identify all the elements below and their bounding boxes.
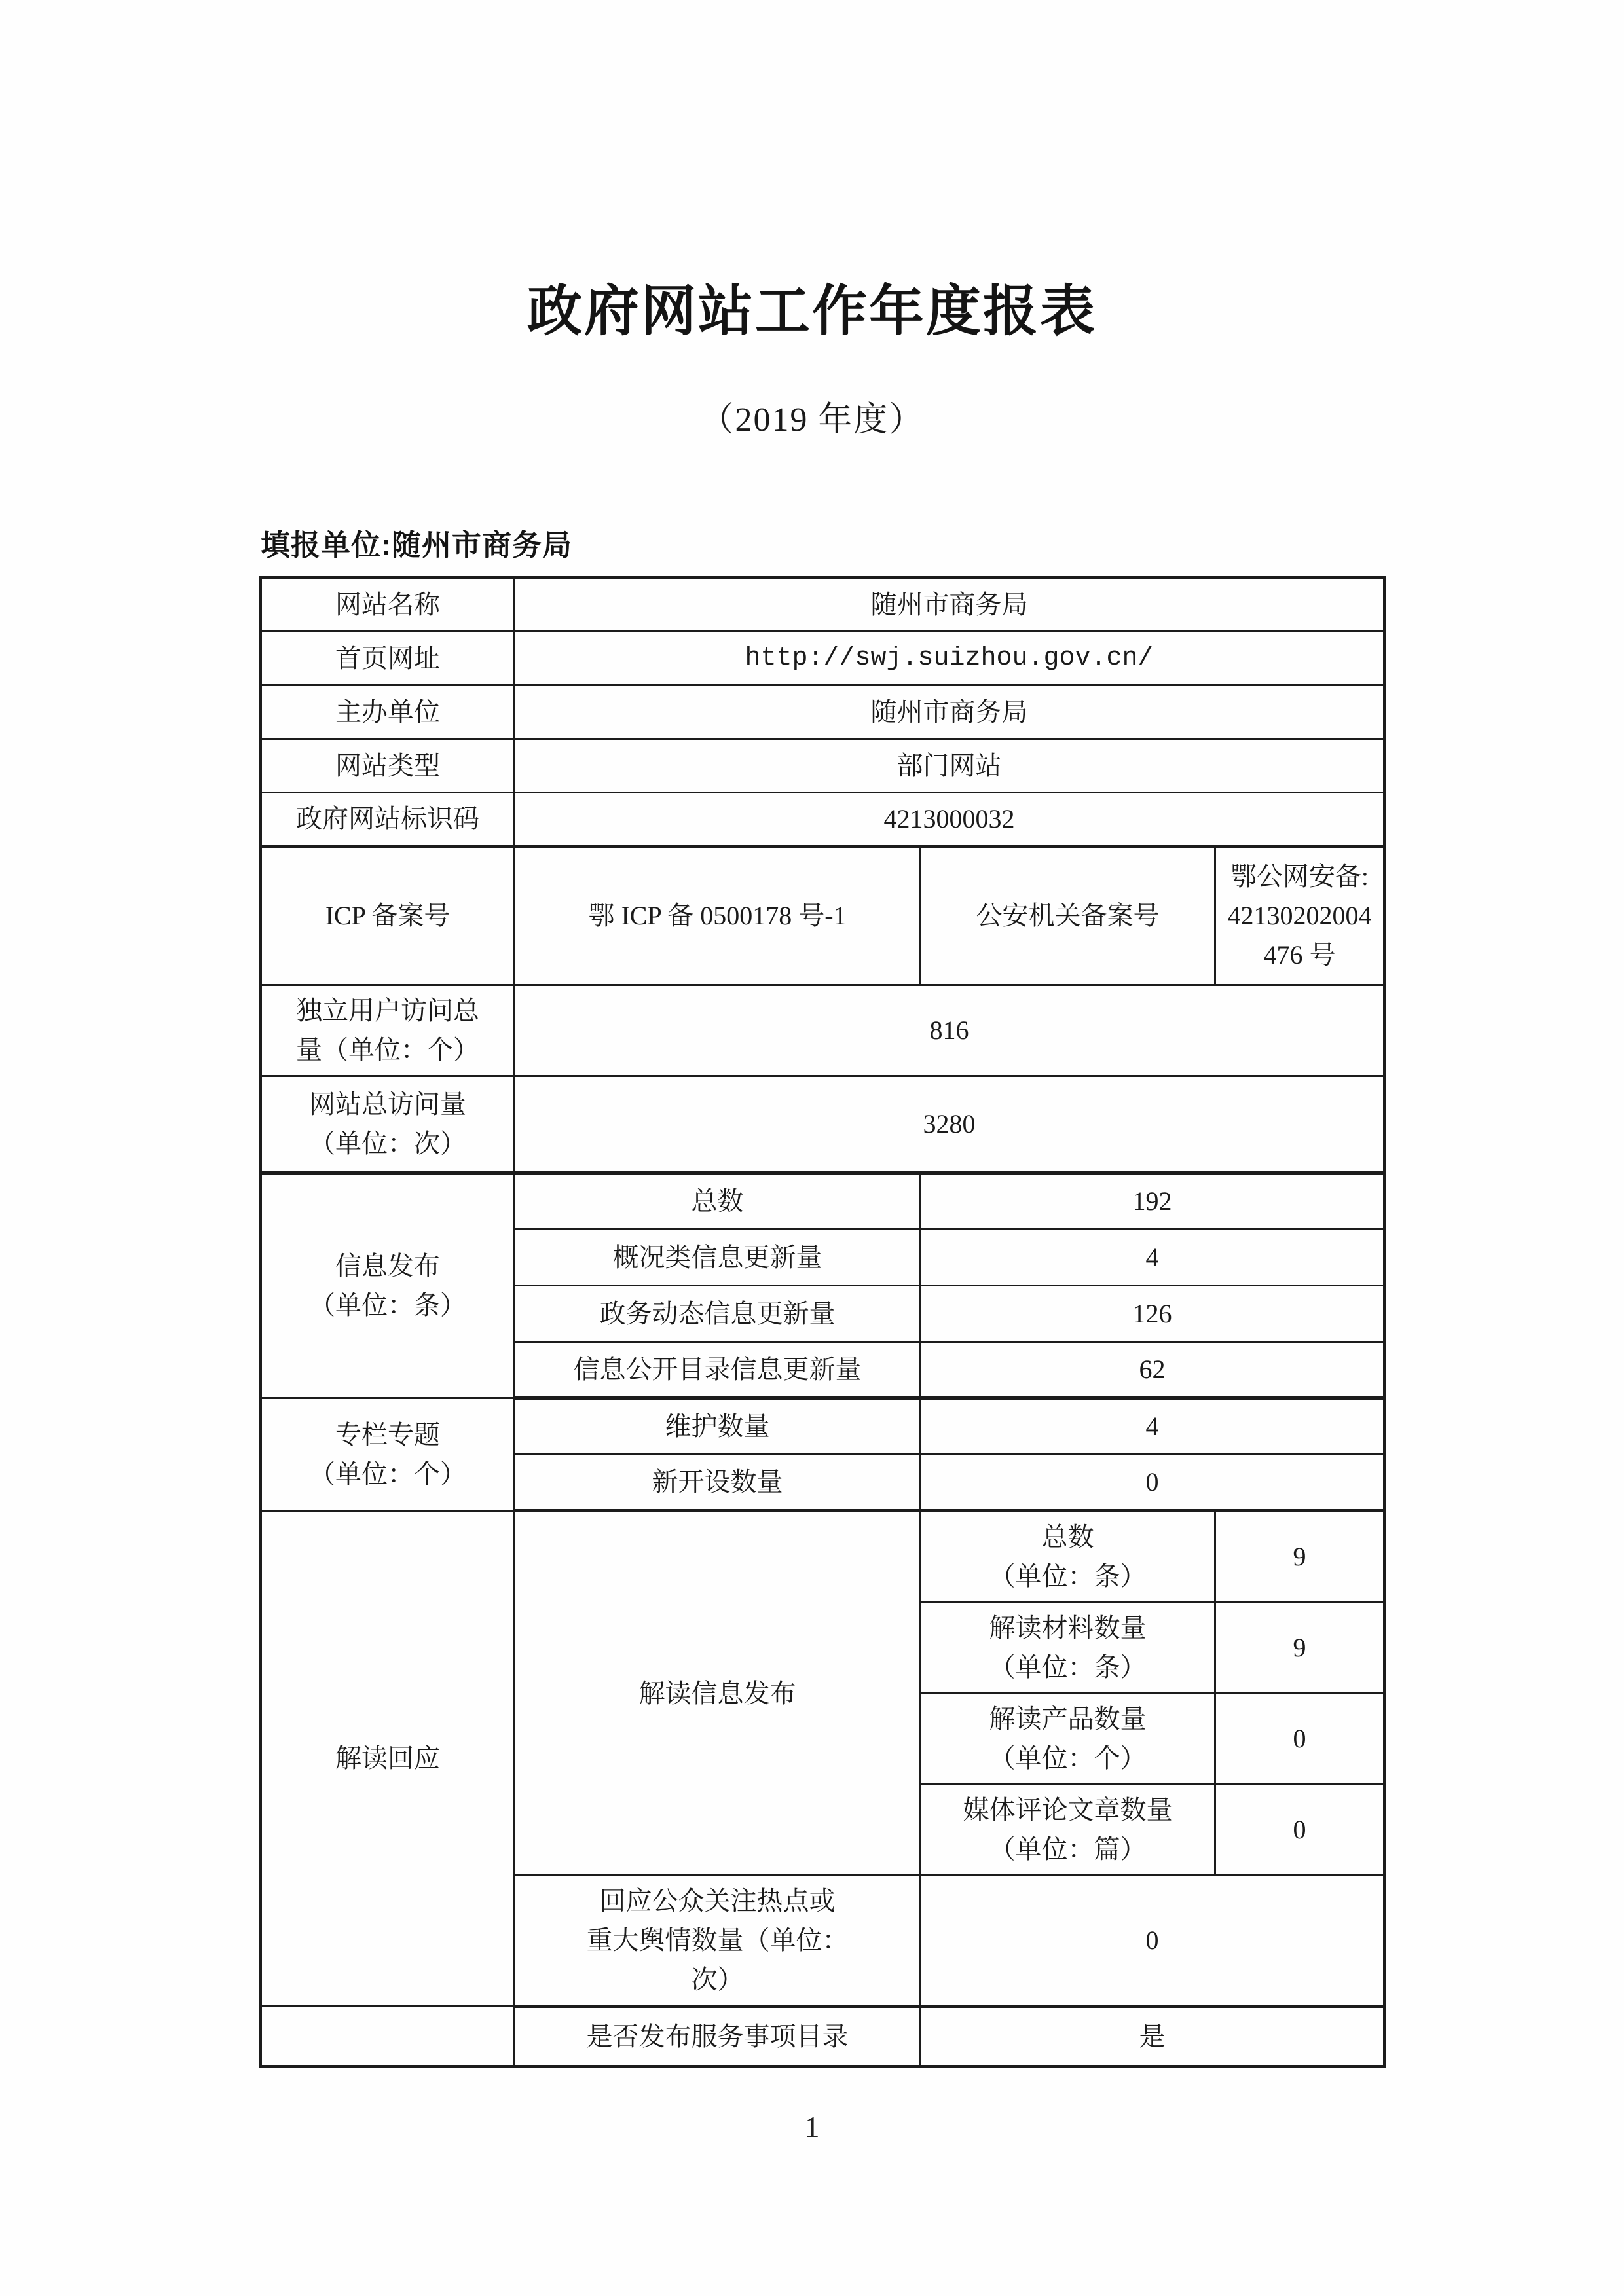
cell-gov-news-update-label: 政务动态信息更新量 xyxy=(515,1286,921,1342)
cell-site-name-value: 随州市商务局 xyxy=(515,578,1385,632)
row-organizer xyxy=(261,685,1385,739)
cell-interp-material-value: 9 xyxy=(1215,1603,1385,1694)
cell-media-comment-label xyxy=(921,1785,1215,1876)
cell-open-catalog-update-value: 62 xyxy=(921,1342,1385,1398)
cell-line: 媒体评论文章数量 xyxy=(963,1795,1173,1825)
cell-interpretation-publish-group: 解读信息发布 xyxy=(515,1511,921,1876)
cell-line: 网站总访问量 xyxy=(309,1089,466,1119)
cell-line: 解读材料数量 xyxy=(989,1613,1147,1643)
page-subtitle: （2019 年度） xyxy=(699,401,925,439)
cell-line: （单位：篇） xyxy=(989,1834,1147,1864)
cell-organizer-label: 主办单位 xyxy=(261,685,515,739)
cell-line: 专栏专题 xyxy=(335,1419,440,1449)
row-unique-visitors xyxy=(261,985,1385,1076)
cell-open-catalog-update-label: 信息公开目录信息更新量 xyxy=(515,1342,921,1398)
cell-interp-total-value: 9 xyxy=(1215,1511,1385,1603)
cell-site-type-label: 网站类型 xyxy=(261,739,515,793)
cell-site-code-label: 政府网站标识码 xyxy=(261,793,515,847)
row-service-catalog xyxy=(261,2007,1385,2067)
cell-gov-news-update-value: 126 xyxy=(921,1286,1385,1342)
cell-organizer-value: 随州市商务局 xyxy=(515,685,1385,739)
cell-line: （单位：个） xyxy=(989,1743,1147,1773)
cell-media-comment-value: 0 xyxy=(1215,1785,1385,1876)
cell-total-visits-value: 3280 xyxy=(515,1076,1385,1173)
cell-line: 476 号 xyxy=(1263,940,1336,970)
cell-line: 独立用户访问总 xyxy=(296,996,479,1025)
cell-new-opened-value: 0 xyxy=(921,1455,1385,1511)
page-title: 政府网站工作年度报表 xyxy=(526,282,1097,342)
row-maintained-topics xyxy=(261,1398,1385,1455)
cell-line: （单位：个） xyxy=(309,1459,466,1489)
page-number: 1 xyxy=(804,2110,820,2143)
cell-line: 回应公众关注热点或 xyxy=(599,1886,836,1916)
row-info-total xyxy=(261,1173,1385,1230)
cell-info-total-value: 192 xyxy=(921,1173,1385,1230)
cell-homepage-url-label: 首页网址 xyxy=(261,632,515,685)
cell-icp-value: 鄂 ICP 备 0500178 号-1 xyxy=(515,847,921,985)
annual-report-table xyxy=(259,576,1386,2068)
cell-response-value: 0 xyxy=(921,1876,1385,2007)
cell-info-publish-group xyxy=(261,1173,515,1398)
cell-overview-update-label: 概况类信息更新量 xyxy=(515,1230,921,1286)
reporting-unit-label: 填报单位: xyxy=(261,528,392,562)
cell-site-code-value: 4213000032 xyxy=(515,793,1385,847)
cell-line: 量（单位：个） xyxy=(296,1035,479,1065)
cell-response-label xyxy=(515,1876,921,2007)
cell-total-visits-label xyxy=(261,1076,515,1173)
cell-overview-update-value: 4 xyxy=(921,1230,1385,1286)
cell-service-catalog-value: 是 xyxy=(921,2007,1385,2067)
cell-line: 42130202004 xyxy=(1227,901,1372,930)
cell-police-value xyxy=(1215,847,1385,985)
cell-maintained-label: 维护数量 xyxy=(515,1398,921,1455)
row-homepage-url xyxy=(261,632,1385,685)
cell-interp-product-label xyxy=(921,1694,1215,1785)
cell-service-catalog-label: 是否发布服务事项目录 xyxy=(515,2007,921,2067)
cell-line: （单位：条） xyxy=(989,1652,1147,1682)
row-site-name xyxy=(261,578,1385,632)
row-total-visits xyxy=(261,1076,1385,1173)
cell-line: （单位：条） xyxy=(989,1561,1147,1591)
cell-police-label: 公安机关备案号 xyxy=(921,847,1215,985)
reporting-unit-line xyxy=(261,521,572,564)
cell-homepage-url-value: http://swj.suizhou.gov.cn/ xyxy=(515,632,1385,685)
row-site-code xyxy=(261,793,1385,847)
cell-new-opened-label: 新开设数量 xyxy=(515,1455,921,1511)
cell-empty xyxy=(261,2007,515,2067)
row-icp xyxy=(261,847,1385,985)
cell-site-name-label: 网站名称 xyxy=(261,578,515,632)
cell-info-total-label: 总数 xyxy=(515,1173,921,1230)
cell-line: 信息发布 xyxy=(335,1251,440,1281)
cell-site-type-value: 部门网站 xyxy=(515,739,1385,793)
cell-interp-total-label xyxy=(921,1511,1215,1603)
cell-unique-visitors-label xyxy=(261,985,515,1076)
row-interp-total xyxy=(261,1511,1385,1603)
cell-line: （单位：次） xyxy=(309,1129,466,1158)
cell-line: 鄂公网安备: xyxy=(1230,862,1369,891)
cell-line: 重大舆情数量（单位： xyxy=(586,1925,849,1955)
cell-line: 次） xyxy=(691,1965,744,1994)
cell-special-topics-group xyxy=(261,1398,515,1511)
cell-unique-visitors-value: 816 xyxy=(515,985,1385,1076)
cell-icp-label: ICP 备案号 xyxy=(261,847,515,985)
cell-interp-material-label xyxy=(921,1603,1215,1694)
cell-line: 解读产品数量 xyxy=(989,1704,1147,1734)
cell-interp-product-value: 0 xyxy=(1215,1694,1385,1785)
reporting-unit-value: 随州市商务局 xyxy=(392,528,573,562)
cell-interpretation-group: 解读回应 xyxy=(261,1511,515,2007)
cell-line: 总数 xyxy=(1041,1522,1094,1552)
cell-line: （单位：条） xyxy=(309,1290,466,1320)
cell-maintained-value: 4 xyxy=(921,1398,1385,1455)
row-site-type xyxy=(261,739,1385,793)
